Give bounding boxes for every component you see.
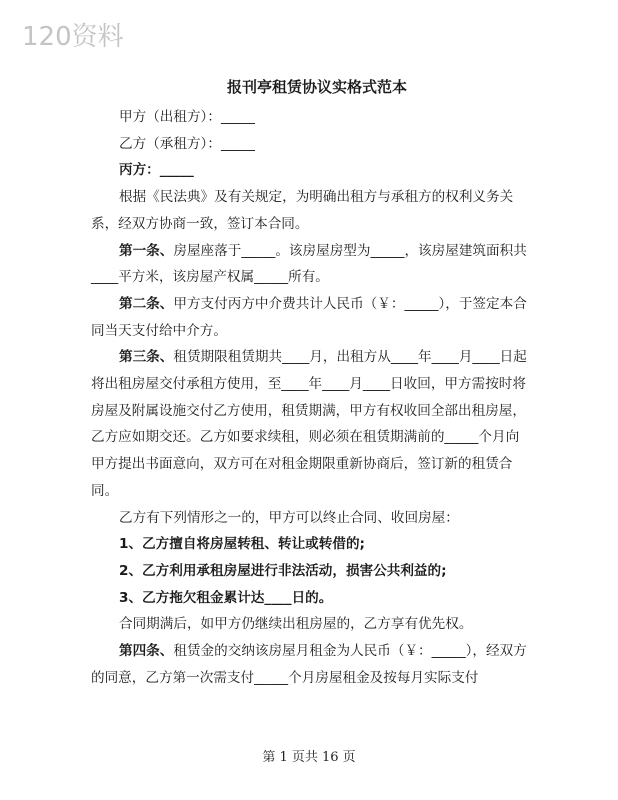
condition-1: 1、乙方擅自将房屋转租、转让或转借的; <box>119 536 365 553</box>
document-title: 报刊亭租赁协议实格式范本 <box>226 78 407 96</box>
article-3 <box>91 344 531 504</box>
article-2 <box>91 291 531 344</box>
termination-intro: 乙方有下列情形之一的，甲方可以终止合同、收回房屋： <box>119 509 459 526</box>
article-3-text: 租赁期限租赁期共____月，出租方从____年____月____日起将出租房屋交付承租方使用，至____年____月____日收回，甲方需按时将房屋及附属设施交付乙方使用，租赁期满，甲方有权收回全部出租房屋，乙方应如期交还。乙方如要求续租，则必须在租赁期满前的_____个月向甲方提出书面意向，双方可在对租金期限重新协商后，签订新的租赁合同。 <box>91 349 527 499</box>
intro-paragraph: 根据《民法典》及有关规定，为明确出租方与承租方的权利义务关系，经双方协商一致，签订本合同。 <box>91 189 514 232</box>
article-2-text: 甲方支付丙方中介费共计人民币（￥：_____），于签定本合同当天支付给中介方。 <box>91 295 527 339</box>
article-1-text: 房屋座落于_____。该房屋房型为_____，该房屋建筑面积共____平方米，该房屋产权属_____所有。 <box>91 242 527 286</box>
party-b-line: 乙方（承租方）：_____ <box>119 135 255 152</box>
article-4-text: 租赁金的交纳该房屋月租金为人民币（￥：_____），经双方的同意，乙方第一次需支付_____个月房屋租金及按每月实际支付 <box>91 643 527 686</box>
priority-clause: 合同期满后，如甲方仍继续出租房屋的，乙方享有优先权。 <box>119 616 473 633</box>
article-1-heading: 第一条、 <box>119 242 174 259</box>
watermark-logo: 120资料 <box>22 22 124 52</box>
article-1 <box>91 238 531 291</box>
party-c-line: 丙方：_____ <box>119 162 194 179</box>
page-footer: 第 1 页共 16 页 <box>262 750 356 765</box>
article-4 <box>91 638 531 691</box>
document-body <box>91 76 531 691</box>
article-4-heading: 第四条、 <box>119 643 174 660</box>
article-2-heading: 第二条、 <box>119 295 174 312</box>
condition-2: 2、乙方利用承租房屋进行非法活动，损害公共利益的; <box>119 562 447 579</box>
condition-3: 3、乙方拖欠租金累计达____日的。 <box>119 589 333 606</box>
party-a-line: 甲方（出租方）：_____ <box>119 109 255 125</box>
article-3-heading: 第三条、 <box>119 349 174 366</box>
